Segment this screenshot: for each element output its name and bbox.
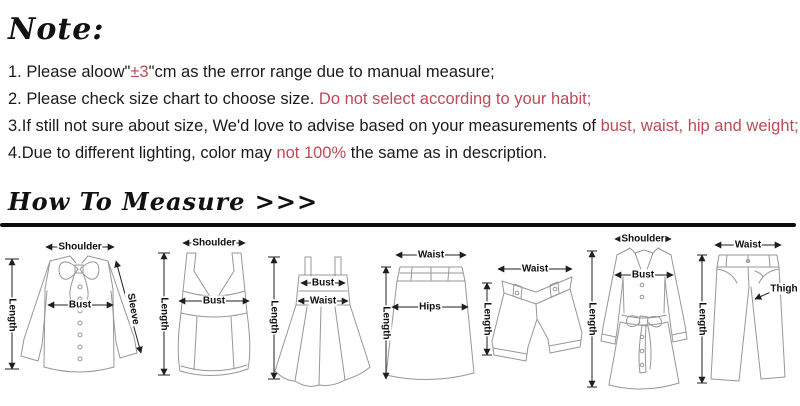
shorts-outline (492, 277, 582, 361)
dress-outline (275, 257, 370, 386)
measurement-label-waist: Waist (521, 263, 549, 275)
measurement-label-length: Length (6, 298, 18, 332)
vest-diagram (155, 229, 265, 401)
measurement-label-waist: Waist (417, 249, 445, 261)
note-line-4-highlight: not 100% (276, 144, 347, 162)
measurement-label-shoulder: Shoulder (621, 233, 665, 245)
measurement-label-length: Length (158, 297, 170, 331)
measurement-label-length: Length (481, 302, 493, 336)
note-section (0, 0, 800, 167)
divider-line (0, 223, 796, 227)
note-line-2 (8, 86, 794, 113)
measurement-label-sleeve: Sleeve (124, 292, 142, 326)
note-line-4-text: 4.Due to different lighting, color may (8, 144, 277, 162)
note-line-3-text: 3.If still not sure about size, We'd love to advise based on your measurements of (8, 117, 601, 135)
blouse-diagram (0, 229, 155, 401)
note-line-3 (8, 113, 799, 140)
measurement-label-bust: Bust (631, 269, 655, 281)
measurement-label-shoulder: Shoulder (192, 237, 236, 249)
skirt-outline (386, 267, 474, 380)
coat-diagram (585, 229, 695, 401)
measurement-label-waist: Waist (734, 239, 762, 251)
note-line-1-text2: "cm as the error range due to manual measure; (148, 63, 495, 81)
note-line-1-highlight: ±3 (130, 63, 149, 81)
measurement-label-length: Length (380, 306, 392, 340)
pants-diagram (695, 229, 800, 401)
note-line-2-highlight: Do not select according to your habit; (318, 90, 592, 108)
measurement-label-shoulder: Shoulder (58, 241, 102, 253)
skirt-diagram (380, 229, 480, 401)
pants-outline (711, 255, 785, 381)
measurement-label-bust: Bust (311, 277, 335, 289)
note-line-4-text2: the same as in description. (346, 144, 548, 162)
measure-diagrams-row (0, 229, 800, 401)
note-line-1 (8, 59, 794, 86)
measurement-label-thigh: Thigh (770, 283, 798, 295)
measurement-label-length: Length (586, 302, 598, 336)
measurement-label-waist: Waist (309, 295, 337, 307)
shorts-diagram (480, 229, 585, 401)
note-heading: Note: (8, 12, 105, 47)
measure-section (0, 187, 800, 216)
measurement-label-length: Length (268, 300, 280, 334)
note-line-4 (8, 140, 794, 167)
note-line-3-highlight: bust, waist, hip and weight; (600, 117, 799, 135)
measurement-label-length: Length (696, 302, 708, 336)
measurement-label-bust: Bust (202, 295, 226, 307)
measurement-label-hips: Hips (419, 301, 441, 313)
note-line-2-text: 2. Please check size chart to choose size. (8, 90, 319, 108)
measurement-label-bust: Bust (68, 299, 92, 311)
vest-outline (178, 253, 250, 376)
measure-heading: How To Measure >>> (8, 187, 319, 216)
dress-diagram (265, 229, 380, 401)
note-line-1-text: 1. Please aloow" (8, 63, 131, 81)
